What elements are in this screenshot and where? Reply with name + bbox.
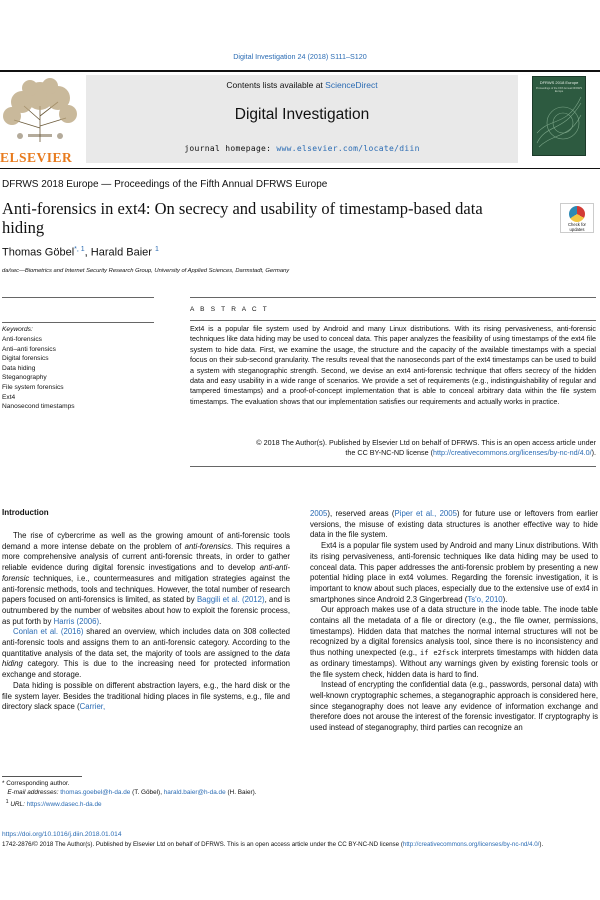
- author-marks[interactable]: 1: [155, 246, 159, 253]
- license-link[interactable]: http://creativecommons.org/licenses/by-nc-nd/4.0/: [433, 448, 592, 458]
- footnote-mark: 1: [5, 798, 9, 805]
- rule: [2, 322, 154, 323]
- author-name: Harald Baier: [90, 246, 152, 259]
- paragraph: [2, 627, 290, 681]
- section-heading: Introduction: [2, 508, 49, 517]
- author-marks[interactable]: *, 1: [74, 246, 85, 253]
- citation-link[interactable]: Harris (2006): [53, 616, 100, 626]
- text-run: ) for future use or leftovers from earlier versions, the misuse of existing data structures is another effective way to hide data in the file system.: [310, 509, 599, 540]
- article-title: Anti-forensics in ext4: On secrecy and usability of timestamp-based data hiding: [2, 199, 483, 237]
- rule: [190, 466, 596, 467]
- text-run: . This requires a more comprehensive analysis of current anti-forensic threats, in order to gather reliable evidence during digital forensic investigations and to develop: [2, 541, 290, 573]
- abstract-heading: A B S T R A C T: [190, 306, 269, 313]
- email-owner: (H. Baier).: [225, 788, 257, 796]
- keyword-item: File system forensics: [2, 383, 64, 391]
- email-link[interactable]: harald.baier@h-da.de: [163, 788, 226, 796]
- keyword-item: Steganography: [2, 374, 47, 382]
- paragraph: [2, 681, 290, 713]
- cover-subtitle: Proceedings of the Fifth Annual DFRWS Europe: [535, 87, 583, 93]
- email-label: E-mail addresses:: [7, 788, 59, 796]
- url-link[interactable]: https://www.dasec.h-da.de: [26, 800, 102, 808]
- url-note: [2, 798, 292, 810]
- keyword-item: Nanosecond timestamps: [2, 403, 75, 411]
- keywords-list: [2, 335, 75, 412]
- doi-link[interactable]: https://doi.org/10.1016/j.diin.2018.01.014: [2, 831, 122, 838]
- citation-link[interactable]: Ts'o, 2010: [467, 594, 503, 604]
- abstract-copyright: [190, 438, 596, 459]
- text-run: ).: [502, 594, 508, 604]
- citation-link[interactable]: Piper et al., 2005: [394, 509, 457, 518]
- rule: [190, 320, 596, 321]
- journal-cover-image[interactable]: [532, 76, 586, 156]
- text-run: category. This is due to the increasing need for protected information exchange and storage.: [2, 659, 290, 680]
- text-run: techniques, i.e., countermeasures and mitigation strategies against the anti-forensic methods, tools and techniques. However, the total number of research papers focused on anti-forensics is limited, as stated by: [2, 573, 290, 605]
- copyright-line: © 2018 The Author(s). Published by Elsevier Ltd on behalf of DFRWS. This is an open access article under: [256, 438, 596, 447]
- email-owner: (T. Göbel),: [130, 788, 164, 796]
- header-rule: [0, 70, 600, 72]
- paragraph: [310, 509, 598, 541]
- citation-link[interactable]: Baggili et al. (2012): [196, 595, 265, 605]
- footnotes: [2, 780, 292, 810]
- abstract-text: Ext4 is a popular file system used by Android and many Linux distributions. With its rising pervasiveness, anti-forensic techniques like data hiding may be used to conceal data. This paper analyzes the feasibility of using timestamps of the ext4 file system to hide data. First, we examine the usage, the structure and the capacity of the available timestamps with a special focus on their sub-second granularity. The results reveal that the nanoseconds part of the ext4 timestamps can be used to build a system with steganographic strength. Second, we devise an ext4 anti-forensic technique that offers secrecy of the hidden data and easy usability in a wide range of scenarios. We provide a set of requirements (e.g., indistinguishability of regular and tampered timestamps) and a proof-of-concept implementation that is able to conceal arbitrary data within the file system timestamps. The evaluation shows that our implementation satisfies our requirements and actually works in practice.: [190, 324, 596, 406]
- paragraph: Instead of encrypting the confidential data (e.g., passwords, personal data) with well-known cryptographic schemes, a steganographic approach is considered here, since steganography does not leave any evidence of information exchange and therefore does not arouse the interest of the forensic investigator. If cryptography is used instead of steganography, third parties can recognize an: [310, 680, 598, 733]
- publisher-name: ELSEVIER: [0, 150, 73, 165]
- emphasis: anti-anti-forensic: [2, 563, 290, 583]
- footnote-rule: [2, 776, 82, 777]
- keyword-item: Data hiding: [2, 364, 36, 372]
- author-name: Thomas Göbel: [2, 246, 75, 259]
- affiliation: da/sec—Biometrics and Internet Security Research Group, University of Applied Sciences, Darmstadt, Germany: [2, 268, 290, 274]
- journal-title[interactable]: Digital Investigation: [234, 106, 370, 123]
- journal-homepage: [86, 144, 518, 153]
- email-link[interactable]: thomas.goebel@h-da.de: [60, 788, 131, 796]
- text-run: Data hiding is possible on different abstraction layers, e.g., the hard disk or the file system layer. Besides the traditional hiding places in file systems, e.g., file and directory slack space (: [2, 680, 290, 712]
- issn-suffix: ).: [539, 841, 544, 848]
- homepage-link[interactable]: www.elsevier.com/locate/diin: [276, 144, 420, 153]
- contents-line: [86, 80, 518, 90]
- rule: [2, 297, 154, 298]
- text-run: Our approach makes use of a data structure in the inode table. The inode table contains all the metadata of a file or directory (e.g., the file owner, permissions, timestamps). Hidden data that matches the normal internal structures will not be recognized by a digital forensics analysis tool, since there is no inconsistency and thus nothing unexpected (e.g.,: [310, 605, 598, 658]
- text-run: , and is outnumbered by the number of websites about how to exploit the forensic process, as put forth by: [2, 595, 290, 626]
- keywords-heading: Keywords:: [2, 326, 33, 333]
- crossmark-icon: [569, 206, 585, 222]
- author-separator: ,: [84, 246, 91, 259]
- text-run: The rise of cybercrime as well as the growing amount of anti-forensic tools demand a more intense debate on the problem of: [2, 531, 290, 551]
- crossmark-label: Check for updates: [568, 222, 586, 232]
- paragraph: [310, 605, 598, 680]
- body-column-left: [2, 531, 290, 713]
- code-inline: if e2fsck: [420, 649, 459, 658]
- elsevier-tree-icon: [0, 76, 80, 144]
- journal-citation[interactable]: Digital Investigation 24 (2018) S111–S120: [233, 52, 367, 61]
- text-run: ), reserved areas (: [327, 509, 395, 518]
- citation-link[interactable]: Conlan et al. (2016): [13, 627, 84, 637]
- corresponding-author-note: * Corresponding author.: [2, 780, 70, 787]
- emphasis: anti-forensics: [184, 541, 231, 551]
- homepage-label: journal homepage:: [184, 144, 277, 153]
- keyword-item: Digital forensics: [2, 355, 49, 363]
- paragraph: [310, 541, 598, 605]
- citation-link[interactable]: Carrier,: [79, 702, 106, 712]
- keyword-item: Anti-forensics: [2, 336, 42, 343]
- citation-link[interactable]: 2005: [310, 509, 328, 518]
- emphasis: data hiding: [2, 648, 290, 669]
- text-run: .: [99, 616, 102, 626]
- elsevier-logo[interactable]: [0, 76, 80, 165]
- body-column-right: [310, 509, 598, 734]
- email-note: [2, 789, 292, 798]
- contents-prefix: Contents lists available at: [226, 80, 326, 90]
- text-run: Ext4 is a popular file system used by Android and many Linux distributions. With its rising pervasiveness, anti-forensic techniques like data hiding may be used to conceal data. This paper addresses the anti-forensic problem by presenting a new potential hiding place in ext4 volumes. Regarding the forensic investigation, it is important to know about such places, especially due to the extensive use of ext4 in smartphones since Android 2.3 Gingerbread (: [310, 541, 598, 604]
- cover-title: DFRWS 2018 Europe: [539, 80, 579, 85]
- proceedings-line: DFRWS 2018 Europe — Proceedings of the Fifth Annual DFRWS Europe: [2, 179, 328, 190]
- issn-text: 1742-2876/© 2018 The Author(s). Published by Elsevier Ltd on behalf of DFRWS. This is an open access article under the CC BY-NC-ND license (: [2, 841, 403, 848]
- rule: [190, 297, 596, 298]
- keyword-item: Ext4: [2, 393, 16, 401]
- paragraph: [2, 531, 290, 627]
- license-link[interactable]: http://creativecommons.org/licenses/by-nc-nd/4.0/: [402, 841, 540, 848]
- check-for-updates-button[interactable]: [560, 203, 594, 233]
- url-label: URL:: [10, 800, 25, 808]
- text-run: shared an overview, which includes data on 308 collected anti-forensic tools and assigns them to an anti-forensic category. According to the quantitative analysis of the data set, the majority of tools are assigned to the: [2, 627, 291, 658]
- copyright-suffix: ).: [591, 448, 596, 458]
- author-list: [2, 246, 159, 259]
- cover-artwork: [533, 93, 585, 149]
- sciencedirect-link[interactable]: ScienceDirect: [325, 80, 378, 90]
- issn-license-line: [2, 840, 598, 849]
- keyword-item: Anti–anti forensics: [2, 345, 56, 353]
- text-run: interprets timestamps with hidden data as ordinary timestamps). Without any warnings given by existing forensic tools or the file system check, hidden data is hard to find.: [310, 648, 598, 679]
- header-rule-bottom: [0, 168, 600, 169]
- copyright-prefix: the CC BY-NC-ND license (: [345, 448, 433, 458]
